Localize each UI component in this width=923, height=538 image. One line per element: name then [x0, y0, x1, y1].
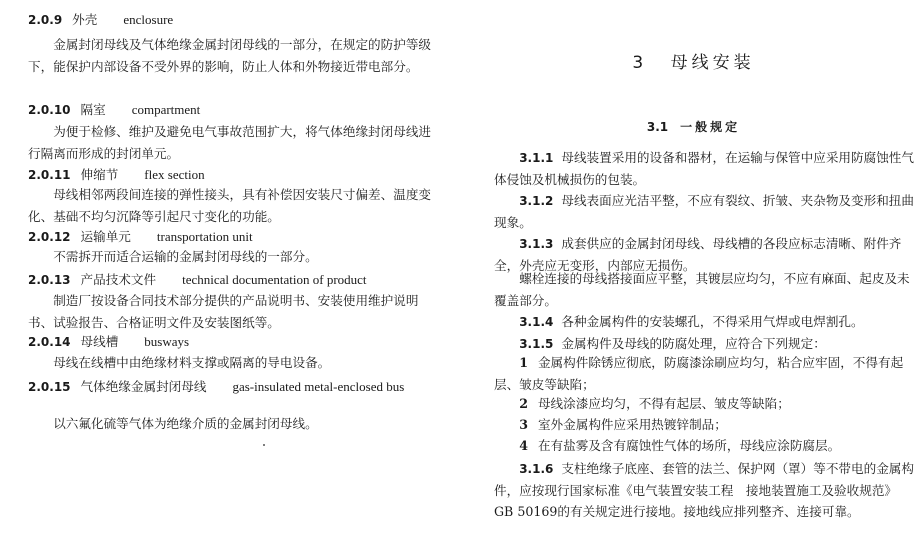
- term-heading: [28, 164, 205, 183]
- item-number: 1: [519, 355, 528, 370]
- term-en: compartment: [131, 102, 201, 117]
- page-mark: [263, 444, 265, 446]
- right-page: [464, 0, 923, 538]
- item-text: 母线涂漆应均匀，不得有起层、皱皮等缺陷；: [537, 396, 790, 411]
- clause-number: 3.1.6: [519, 462, 554, 476]
- term-definition: 以六氟化硫等气体为绝缘介质的金属封闭母线。: [53, 416, 318, 431]
- clause-number: 2.0.13: [28, 273, 71, 287]
- clause-text: 母线表面应光洁平整，不应有裂纹、折皱、夹杂物及变形和扭曲现象。: [494, 193, 914, 230]
- term-zh: 产品技术文件: [80, 272, 157, 287]
- term-definition: 母线在线槽中由绝缘材料支撑或隔离的导电设备。: [53, 355, 331, 370]
- clause-number: 2.0.12: [28, 230, 71, 244]
- clause-3-1-6: [494, 458, 914, 522]
- clause-number: 3.1.4: [519, 315, 554, 329]
- list-item: [494, 352, 914, 396]
- clause-number: 3.1.3: [519, 237, 554, 251]
- item-number: 3: [519, 417, 528, 432]
- clause-text: 金属构件及母线的防腐处理，应符合下列规定：: [561, 336, 826, 351]
- term-en: technical documentation of product: [182, 272, 367, 287]
- section-title: 一般规定: [680, 120, 741, 134]
- term-definition: 制造厂按设备合同技术部分提供的产品说明书、安装使用维护说明书、试验报告、合格证明文件及安装图纸等。: [28, 293, 419, 330]
- section-number: 3.1: [646, 120, 669, 134]
- term-en: flex section: [144, 167, 205, 182]
- term-heading: [28, 269, 367, 288]
- chapter-title: 母线安装: [670, 53, 755, 73]
- term-zh: 母线槽: [80, 334, 119, 349]
- item-number: 2: [519, 396, 528, 411]
- chapter-number: 3: [632, 53, 648, 73]
- term-en: busways: [144, 334, 190, 349]
- clause-number: 2.0.15: [28, 380, 71, 394]
- clause-number: 2.0.14: [28, 335, 71, 349]
- clause-3-1-2: [494, 190, 914, 234]
- term-zh: 气体绝缘金属封闭母线: [80, 379, 207, 394]
- section-heading: [464, 118, 923, 135]
- clause-3-1-4: [494, 311, 914, 333]
- term-heading: [28, 226, 253, 245]
- clause-text: 各种金属构件的安装螺孔，不得采用气焊或电焊割孔。: [561, 314, 864, 329]
- clause-text: 母线装置采用的设备和器材，在运输与保管中应采用防腐蚀性气体侵蚀及机械损伤的包装。: [494, 150, 914, 187]
- list-item: [494, 414, 914, 436]
- term-definition: 母线相邻两段间连接的弹性接头，具有补偿因安装尺寸偏差、温度变化、基础不均匀沉降等引起尺寸变化的功能。: [28, 187, 431, 224]
- clause-number: 2.0.10: [28, 103, 71, 117]
- term-heading: [28, 376, 432, 398]
- term-zh: 伸缩节: [80, 167, 119, 182]
- item-text: 金属构件除锈应彻底，防腐漆涂刷应均匀，粘合应牢固，不得有起层、皱皮等缺陷；: [494, 355, 904, 392]
- clause-number: 2.0.9: [28, 13, 63, 27]
- item-text: 在有盐雾及含有腐蚀性气体的场所，母线应涂防腐层。: [537, 438, 841, 453]
- term-heading: [28, 331, 189, 350]
- clause-number: 3.1.5: [519, 337, 554, 351]
- clause-3-1-1: [494, 147, 914, 191]
- term-definition: 不需拆开而适合运输的金属封闭母线的一部分。: [53, 249, 318, 264]
- list-item: [494, 435, 914, 457]
- clause-number: 3.1.2: [519, 194, 554, 208]
- term-zh: 外壳: [72, 12, 98, 27]
- term-zh: 运输单元: [80, 229, 131, 244]
- term-definition: 为便于检修、维护及避免电气事故范围扩大，将气体绝缘封闭母线进行隔离而形成的封闭单元。: [28, 124, 431, 161]
- term-definition: 金属封闭母线及气体绝缘金属封闭母线的一部分，在规定的防护等级下，能保护内部设备不受外界的影响，防止人体和外物接近带电部分。: [28, 37, 431, 74]
- clause-number: 2.0.11: [28, 168, 71, 182]
- item-number: 4: [519, 438, 528, 453]
- term-en: transportation unit: [156, 229, 253, 244]
- clause-3-1-3-paragraph: 螺栓连接的母线搭接面应平整，其镀层应均匀，不应有麻面、起皮及未覆盖部分。: [494, 271, 910, 308]
- left-page: [0, 0, 450, 538]
- clause-text: 支柱绝缘子底座、套管的法兰、保护网（罩）等不带电的金属构件，应按现行国家标准《电气装置安装工程 接地装置施工及验收规范》GB 50169的有关规定进行接地。接地线应排列整齐、连接可靠。: [494, 461, 914, 519]
- term-heading: [28, 9, 173, 28]
- item-text: 室外金属构件应采用热镀锌制品；: [537, 417, 727, 432]
- clause-number: 3.1.1: [519, 151, 554, 165]
- term-heading: [28, 99, 200, 118]
- term-en: gas-insulated metal-enclosed bus: [232, 379, 405, 394]
- clause-text: 成套供应的金属封闭母线、母线槽的各段应标志清晰、附件齐全，外壳应无变形，内部应无损伤。: [494, 236, 902, 273]
- list-item: [494, 393, 914, 415]
- term-zh: 隔室: [80, 102, 106, 117]
- chapter-heading: [464, 48, 923, 73]
- term-en: enclosure: [123, 12, 174, 27]
